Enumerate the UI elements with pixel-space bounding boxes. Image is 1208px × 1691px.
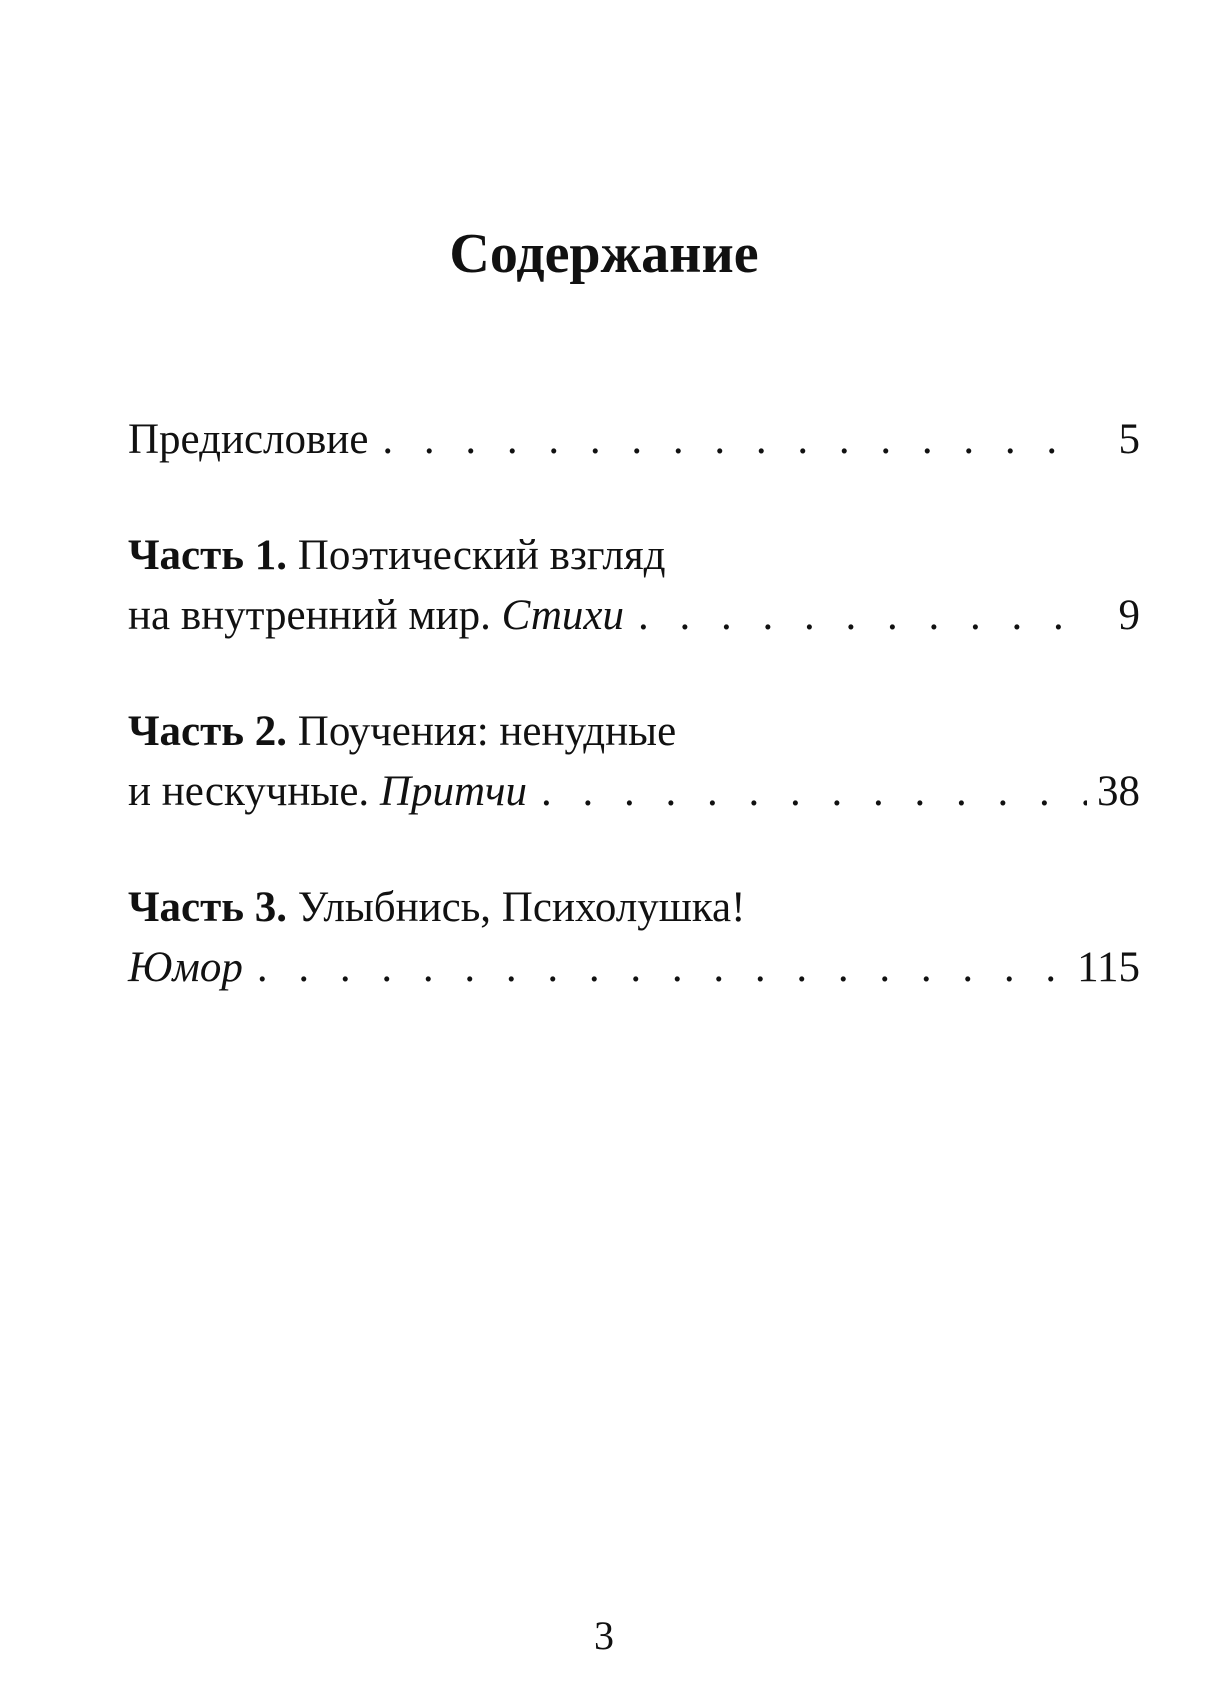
part-label: Часть 1. xyxy=(128,532,288,579)
toc-entry-part-3 xyxy=(128,878,1140,998)
page-number: 3 xyxy=(594,1613,614,1658)
toc-entry-heading xyxy=(128,878,1140,938)
part-title: Поэтический взгляд xyxy=(297,532,666,579)
part-label: Часть 3. xyxy=(128,884,288,931)
part-title-continued: и нескучные. xyxy=(128,768,370,815)
part-title: Поучения: ненудные xyxy=(297,708,677,755)
toc-page-number: 9 xyxy=(1118,592,1140,639)
dot-leader xyxy=(257,938,1067,998)
toc-entry-part-1 xyxy=(128,526,1140,646)
toc-entry-line xyxy=(128,762,1140,822)
toc-page-number: 115 xyxy=(1077,944,1140,991)
dot-leader xyxy=(638,586,1090,646)
toc-page-number: 38 xyxy=(1097,768,1140,815)
toc-entry-line xyxy=(128,586,1140,646)
toc-entry-preface xyxy=(128,410,1140,470)
part-genre: Юмор xyxy=(128,944,243,991)
part-title: Улыбнись, Психолушка! xyxy=(297,884,746,931)
dot-leader xyxy=(382,410,1090,470)
dot-leader xyxy=(541,762,1087,822)
part-genre: Стихи xyxy=(501,592,625,639)
part-title-continued: на внутренний мир. xyxy=(128,592,491,639)
toc-entry-line xyxy=(128,410,1140,470)
toc-page-number: 5 xyxy=(1118,416,1140,463)
page-title: Содержание xyxy=(449,223,759,285)
toc-entry-part-2 xyxy=(128,702,1140,822)
toc-entry-line xyxy=(128,938,1140,998)
toc-entry-title: Предисловие xyxy=(128,416,369,463)
toc-entry-heading xyxy=(128,702,1140,762)
part-genre: Притчи xyxy=(379,768,528,815)
table-of-contents xyxy=(128,410,1140,998)
part-label: Часть 2. xyxy=(128,708,288,755)
toc-entry-heading xyxy=(128,526,1140,586)
